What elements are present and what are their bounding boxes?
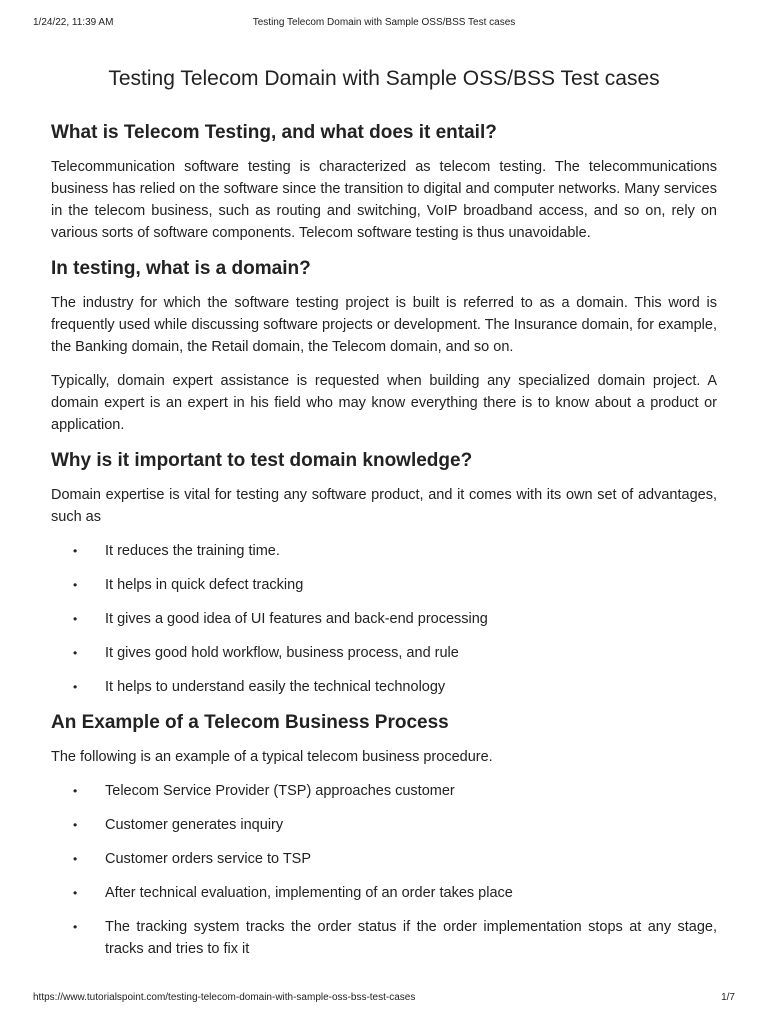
bullet-icon: • xyxy=(73,852,78,866)
bullet-icon: • xyxy=(73,612,78,626)
paragraph: Typically, domain expert assistance is requested when building any specialized domain project. A domain expert is an expert in his field who may know everything there is to know about a product or application. xyxy=(51,373,717,433)
business-process-list xyxy=(51,780,717,960)
document-title: Testing Telecom Domain with Sample OSS/BSS Test cases xyxy=(108,67,660,90)
bullet-icon: • xyxy=(73,886,78,900)
list-item-text: It helps in quick defect tracking xyxy=(105,577,304,593)
bullet-icon: • xyxy=(73,920,78,934)
print-header xyxy=(33,17,735,31)
bullet-icon: • xyxy=(73,818,78,832)
bullet-icon: • xyxy=(73,578,78,592)
list-item xyxy=(51,608,717,630)
list-item-text: It helps to understand easily the technical technology xyxy=(105,679,446,695)
bullet-icon: • xyxy=(73,784,78,798)
advantages-list xyxy=(51,540,717,698)
print-page-title: Testing Telecom Domain with Sample OSS/BSS Test cases xyxy=(252,17,516,28)
list-item-text: Customer orders service to TSP xyxy=(105,851,312,867)
list-item xyxy=(51,814,717,836)
paragraph: Domain expertise is vital for testing any software product, and it comes with its own set of advantages, such as xyxy=(51,487,717,525)
page-number: 1/7 xyxy=(721,992,735,1003)
list-item-text: It gives good hold workflow, business process, and rule xyxy=(105,645,459,661)
list-item xyxy=(51,540,717,562)
paragraph: The following is an example of a typical telecom business procedure. xyxy=(51,749,493,765)
print-datetime: 1/24/22, 11:39 AM xyxy=(33,17,114,28)
section-heading-business-process: An Example of a Telecom Business Process xyxy=(51,712,449,733)
list-item-text: Customer generates inquiry xyxy=(105,817,284,833)
bullet-icon: • xyxy=(73,544,78,558)
paragraph: The industry for which the software testing project is built is referred to as a domain. This word is frequently used while discussing software projects or development. The Insurance domain, for example, the Banking domain, the Retail domain, the Telecom domain, and so on. xyxy=(51,295,717,355)
list-item-text: Telecom Service Provider (TSP) approaches customer xyxy=(105,783,455,799)
section-heading-domain: In testing, what is a domain? xyxy=(51,258,311,279)
list-item xyxy=(51,848,717,870)
section-heading-telecom-testing: What is Telecom Testing, and what does it entail? xyxy=(51,122,497,143)
list-item xyxy=(51,882,717,904)
list-item xyxy=(51,780,717,802)
list-item-text: It gives a good idea of UI features and back-end processing xyxy=(105,611,488,627)
list-item-text: After technical evaluation, implementing of an order takes place xyxy=(105,885,513,901)
list-item xyxy=(51,676,717,698)
page-url-link[interactable]: https://www.tutorialspoint.com/testing-telecom-domain-with-sample-oss-bss-test-cases xyxy=(33,992,416,1003)
bullet-icon: • xyxy=(73,680,78,694)
list-item xyxy=(51,574,717,596)
list-item xyxy=(51,916,717,960)
list-item-text: It reduces the training time. xyxy=(105,543,280,559)
list-item-text: The tracking system tracks the order status if the order implementation stops at any stage, tracks and tries to fix it xyxy=(105,919,717,957)
document-body xyxy=(51,62,717,972)
list-item xyxy=(51,642,717,664)
bullet-icon: • xyxy=(73,646,78,660)
print-footer xyxy=(33,992,735,1006)
section-heading-domain-knowledge: Why is it important to test domain knowledge? xyxy=(51,450,473,471)
paragraph: Telecommunication software testing is characterized as telecom testing. The telecommunications business has relied on the software since the transition to digital and computer networks. Many services in the telecom business, such as routing and switching, VoIP broadband access, and so on, rely on various sorts of software components. Telecom software testing is thus unavoidable. xyxy=(51,159,717,241)
